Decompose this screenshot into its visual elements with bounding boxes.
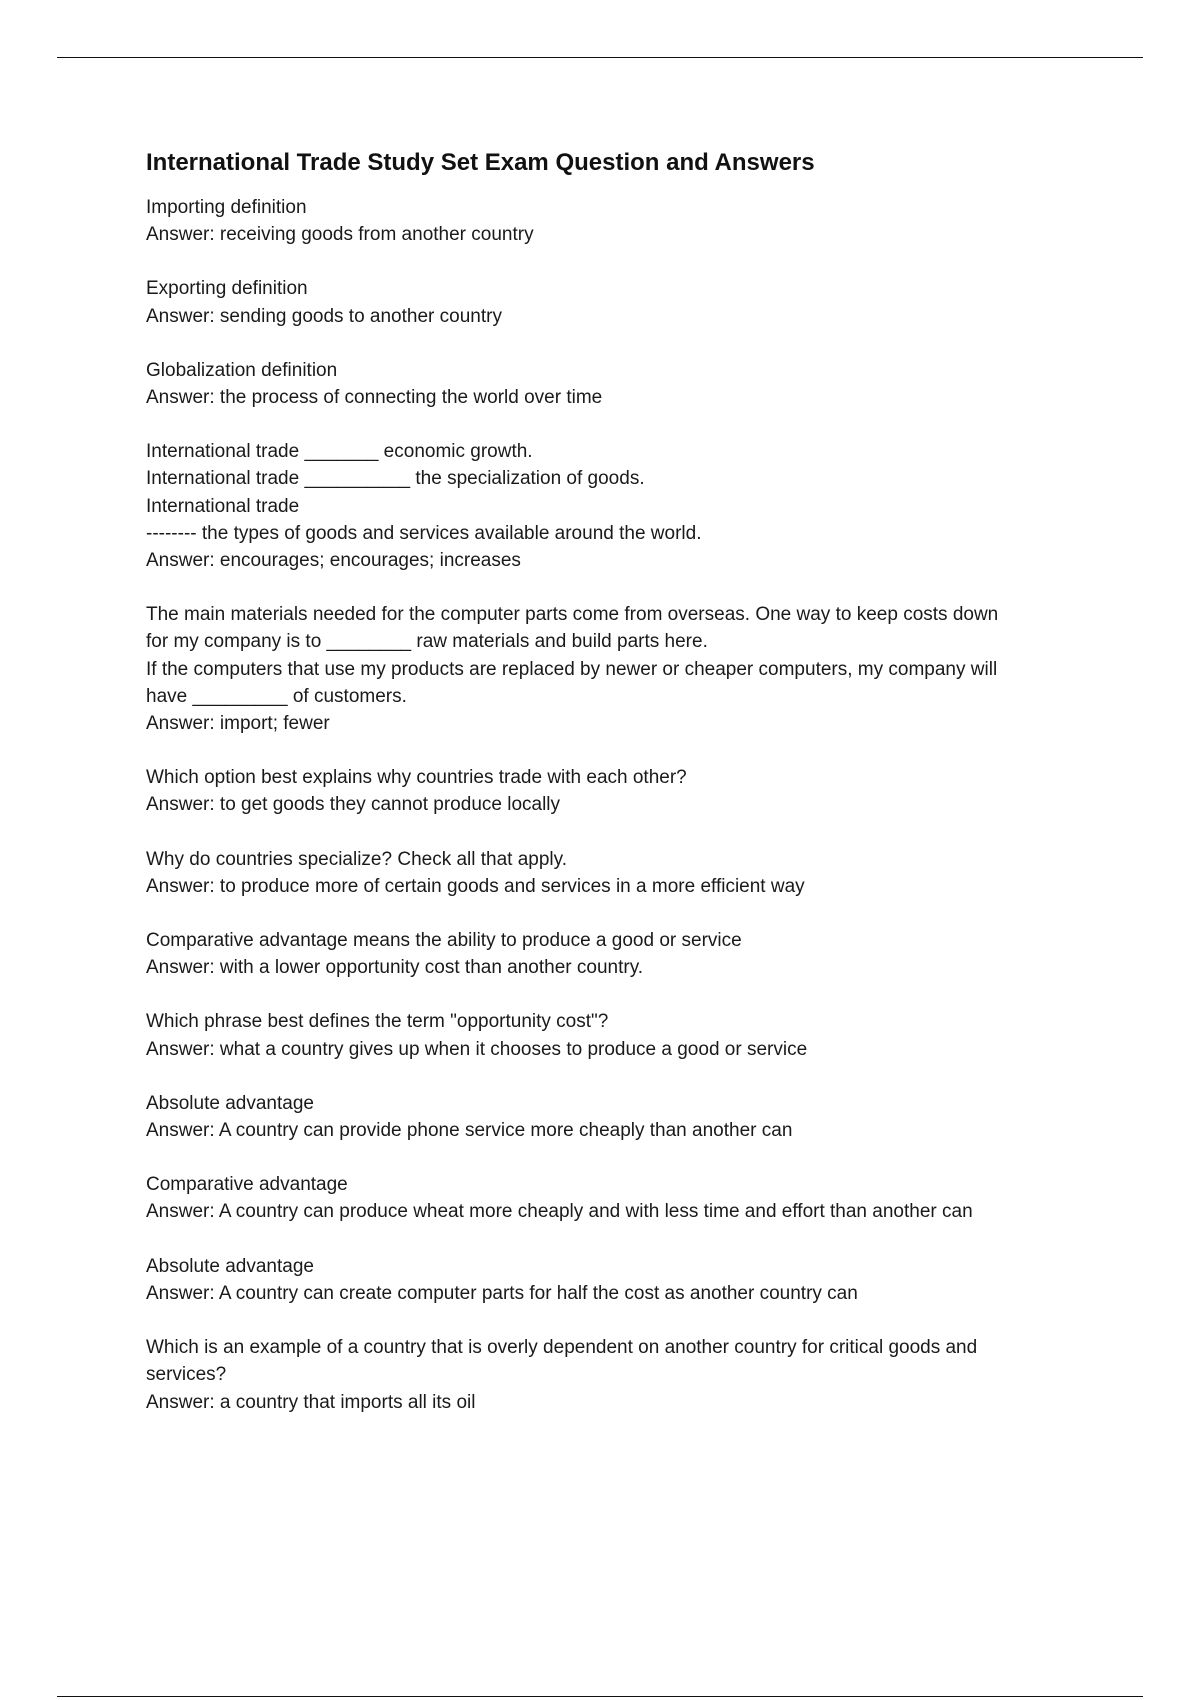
question-text: Comparative advantage bbox=[146, 1174, 348, 1196]
header-rule bbox=[57, 57, 1143, 58]
document-title: International Trade Study Set Exam Question and Answers bbox=[146, 149, 815, 176]
question-text: have _________ of customers. bbox=[146, 685, 407, 707]
question-text: Comparative advantage means the ability to produce a good or service bbox=[146, 930, 742, 952]
question-text: Absolute advantage bbox=[146, 1255, 314, 1277]
qa-item bbox=[146, 1253, 1086, 1307]
question-text: -------- the types of goods and services available around the world. bbox=[146, 522, 702, 544]
qa-item bbox=[146, 357, 1086, 411]
question-text: The main materials needed for the computer parts come from overseas. One way to keep costs down bbox=[146, 604, 999, 626]
qa-item bbox=[146, 1090, 1086, 1144]
answer-text: Answer: A country can create computer parts for half the cost as another country can bbox=[146, 1282, 858, 1304]
qa-item bbox=[146, 601, 1086, 737]
answer-text: Answer: receiving goods from another country bbox=[146, 224, 534, 246]
footer-rule bbox=[57, 1696, 1143, 1697]
qa-item bbox=[146, 1334, 1086, 1416]
question-text: services? bbox=[146, 1364, 227, 1386]
question-text: Globalization definition bbox=[146, 359, 338, 381]
answer-text: Answer: what a country gives up when it chooses to produce a good or service bbox=[146, 1038, 808, 1060]
question-text: Exporting definition bbox=[146, 278, 308, 300]
question-text: Absolute advantage bbox=[146, 1092, 314, 1114]
question-text: Which is an example of a country that is overly dependent on another country for critical goods and bbox=[146, 1337, 978, 1359]
qa-item bbox=[146, 1171, 1086, 1225]
qa-item bbox=[146, 846, 1086, 900]
question-text: Why do countries specialize? Check all that apply. bbox=[146, 848, 568, 870]
question-text: International trade __________ the specialization of goods. bbox=[146, 468, 645, 490]
qa-item bbox=[146, 194, 1086, 248]
qa-item bbox=[146, 438, 1086, 574]
qa-item bbox=[146, 764, 1086, 818]
document-body bbox=[146, 146, 1086, 1443]
answer-text: Answer: import; fewer bbox=[146, 713, 330, 735]
answer-text: Answer: sending goods to another country bbox=[146, 305, 502, 327]
question-text: Importing definition bbox=[146, 197, 307, 218]
question-text: International trade _______ economic growth. bbox=[146, 441, 533, 463]
question-text: for my company is to ________ raw materials and build parts here. bbox=[146, 631, 708, 653]
answer-text: Answer: to produce more of certain goods and services in a more efficient way bbox=[146, 875, 805, 897]
answer-text: Answer: the process of connecting the world over time bbox=[146, 387, 603, 409]
question-text: Which phrase best defines the term "opportunity cost"? bbox=[146, 1011, 609, 1033]
qa-item bbox=[146, 1008, 1086, 1062]
answer-text: Answer: A country can provide phone service more cheaply than another can bbox=[146, 1120, 793, 1142]
qa-item bbox=[146, 927, 1086, 981]
question-text: If the computers that use my products are replaced by newer or cheaper computers, my company will bbox=[146, 658, 998, 680]
answer-text: Answer: encourages; encourages; increases bbox=[146, 550, 521, 572]
question-text: Which option best explains why countries trade with each other? bbox=[146, 767, 687, 789]
question-text: International trade bbox=[146, 495, 300, 517]
answer-text: Answer: with a lower opportunity cost than another country. bbox=[146, 957, 644, 979]
answer-text: Answer: A country can produce wheat more cheaply and with less time and effort than another can bbox=[146, 1201, 973, 1223]
qa-item bbox=[146, 275, 1086, 329]
answer-text: Answer: to get goods they cannot produce locally bbox=[146, 794, 561, 816]
answer-text: Answer: a country that imports all its oil bbox=[146, 1391, 476, 1413]
